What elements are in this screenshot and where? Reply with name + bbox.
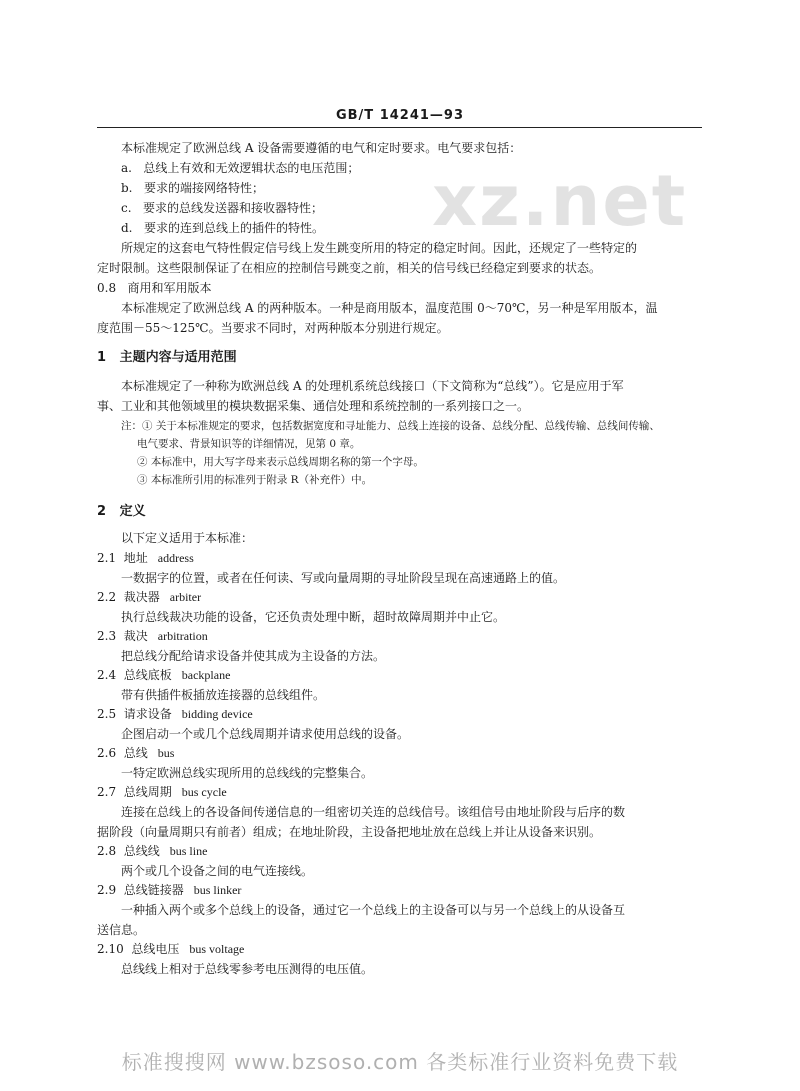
definition-number: 2.2 — [97, 590, 117, 604]
definition-term — [97, 550, 194, 566]
term-chinese: 总线电压 — [131, 942, 180, 956]
definition-number: 2.6 — [97, 746, 117, 760]
term-chinese: 总线周期 — [123, 785, 172, 799]
definition-text: 一数据字的位置，或者在任何读、写或向量周期的寻址阶段呈现在高速通路上的值。 — [121, 571, 566, 585]
note-line: 电气要求、背景知识等的详细情况，见第 0 章。 — [137, 438, 361, 450]
definition-number: 2.8 — [97, 844, 117, 858]
definition-text: 连接在总线上的各设备间传递信息的一组密切关连的总线信号。该组信号由地址阶段与后序的数 — [121, 805, 626, 819]
term-chinese: 总线底板 — [123, 668, 172, 682]
definition-text: 送信息。 — [97, 923, 146, 937]
definition-term — [97, 843, 207, 859]
paragraph-line: 本标准规定了欧洲总线 A 的两种版本。一种是商用版本，温度范围 0～70℃，另一种是军用版本，温 — [121, 301, 658, 315]
note-line: ③ 本标准所引用的标准列于附录 R（补充件）中。 — [137, 474, 373, 486]
note-line: 注：① 关于本标准规定的要求，包括数据宽度和寻址能力、总线上连接的设备、总线分配、总线传输、总线间传输、 — [121, 420, 660, 432]
definition-term — [97, 882, 241, 898]
list-label: a. — [121, 161, 132, 175]
term-english: bus voltage — [189, 942, 245, 956]
definition-term — [97, 941, 244, 957]
term-chinese: 总线链接器 — [123, 883, 184, 897]
definition-text: 执行总线裁决功能的设备，它还负责处理中断，超时故障周期并中止它。 — [121, 610, 506, 624]
definition-term — [97, 589, 201, 605]
definition-text: 一种插入两个或多个总线上的设备，通过它一个总线上的主设备可以与另一个总线上的从设备互 — [121, 903, 626, 917]
list-text: 要求的端接网络特性； — [143, 181, 264, 195]
term-chinese: 地址 — [123, 551, 148, 565]
standard-code-header: GB/T 14241—93 — [335, 108, 465, 123]
definition-text: 总线线上相对于总线零参考电压测得的电压值。 — [121, 962, 374, 976]
definition-text: 带有供插件板插放连接器的总线组件。 — [121, 688, 326, 702]
definition-number: 2.3 — [97, 629, 117, 643]
section-number: 2 — [97, 504, 107, 519]
term-chinese: 请求设备 — [123, 707, 172, 721]
paragraph-line: 定时限制。这些限制保证了在相应的控制信号跳变之前，相关的信号线已经稳定到要求的状态。 — [97, 261, 602, 275]
section-title: 主题内容与适用范围 — [119, 350, 237, 365]
definition-text: 企图启动一个或几个总线周期并请求使用总线的设备。 — [121, 727, 410, 741]
term-english: arbitration — [157, 629, 208, 643]
term-chinese: 裁决 — [123, 629, 148, 643]
section-2-heading — [97, 504, 146, 520]
intro-line: 本标准规定了欧洲总线 A 设备需要遵循的电气和定时要求。电气要求包括： — [121, 141, 522, 155]
definition-number: 2.9 — [97, 883, 117, 897]
paragraph-line: 事、工业和其他领域里的模块数据采集、通信处理和系统控制的一系列接口之一。 — [97, 399, 530, 413]
definition-term — [97, 667, 230, 683]
section-number: 0.8 — [97, 281, 117, 295]
section-title: 商用和军用版本 — [127, 281, 212, 295]
header-rule — [97, 127, 702, 128]
paragraph-line: 所规定的这套电气特性假定信号线上发生跳变所用的特定的稳定时间。因此，还规定了一些特定的 — [121, 241, 638, 255]
definitions-intro: 以下定义适用于本标准： — [121, 531, 254, 545]
list-item-b — [121, 180, 264, 196]
list-label: c. — [121, 201, 132, 215]
term-english: bus — [157, 746, 175, 760]
site-watermark: xz.net — [432, 160, 688, 242]
section-1-heading — [97, 350, 237, 366]
definition-text: 两个或几个设备之间的电气连接线。 — [121, 864, 314, 878]
definition-term — [97, 745, 174, 761]
term-english: bus cycle — [181, 785, 227, 799]
definition-text: 一特定欧洲总线实现所用的总线线的完整集合。 — [121, 766, 374, 780]
definition-term — [97, 784, 227, 800]
definition-text: 据阶段（向量周期只有前者）组成；在地址阶段，主设备把地址放在总线上并让从设备来识别。 — [97, 825, 602, 839]
definition-term — [97, 628, 208, 644]
term-english: arbiter — [169, 590, 202, 604]
definition-number: 2.1 — [97, 551, 117, 565]
section-title: 定义 — [119, 504, 146, 519]
list-text: 要求的连到总线上的插件的特性。 — [143, 221, 324, 235]
term-english: address — [157, 551, 194, 565]
definition-number: 2.7 — [97, 785, 117, 799]
definition-number: 2.4 — [97, 668, 117, 682]
site-footer-watermark: 标准搜搜网 www.bzsoso.com 各类标准行业资料免费下载 — [121, 1050, 679, 1074]
paragraph-line: 度范围－55～125℃。当要求不同时，对两种版本分别进行规定。 — [97, 321, 449, 335]
term-english: bidding device — [181, 707, 253, 721]
list-label: d. — [121, 221, 133, 235]
list-item-d — [121, 220, 324, 236]
list-item-c — [121, 200, 323, 216]
list-text: 总线上有效和无效逻辑状态的电压范围； — [143, 161, 360, 175]
term-chinese: 总线线 — [123, 844, 160, 858]
list-item-a — [121, 160, 359, 176]
term-chinese: 总线 — [123, 746, 148, 760]
term-english: bus linker — [193, 883, 242, 897]
list-label: b. — [121, 181, 133, 195]
section-number: 1 — [97, 350, 107, 365]
section-0-8-title — [97, 280, 212, 296]
term-english: backplane — [181, 668, 231, 682]
definition-term — [97, 706, 253, 722]
definition-number: 2.10 — [97, 942, 124, 956]
paragraph-line: 本标准规定了一种称为欧洲总线 A 的处理机系统总线接口（下文简称为“总线”）。它是应用于军 — [121, 379, 624, 393]
term-chinese: 裁决器 — [123, 590, 160, 604]
definition-text: 把总线分配给请求设备并使其成为主设备的方法。 — [121, 649, 386, 663]
list-text: 要求的总线发送器和接收器特性； — [143, 201, 324, 215]
note-line: ② 本标准中，用大写字母来表示总线周期名称的第一个字母。 — [137, 456, 424, 468]
definition-number: 2.5 — [97, 707, 117, 721]
term-english: bus line — [169, 844, 208, 858]
